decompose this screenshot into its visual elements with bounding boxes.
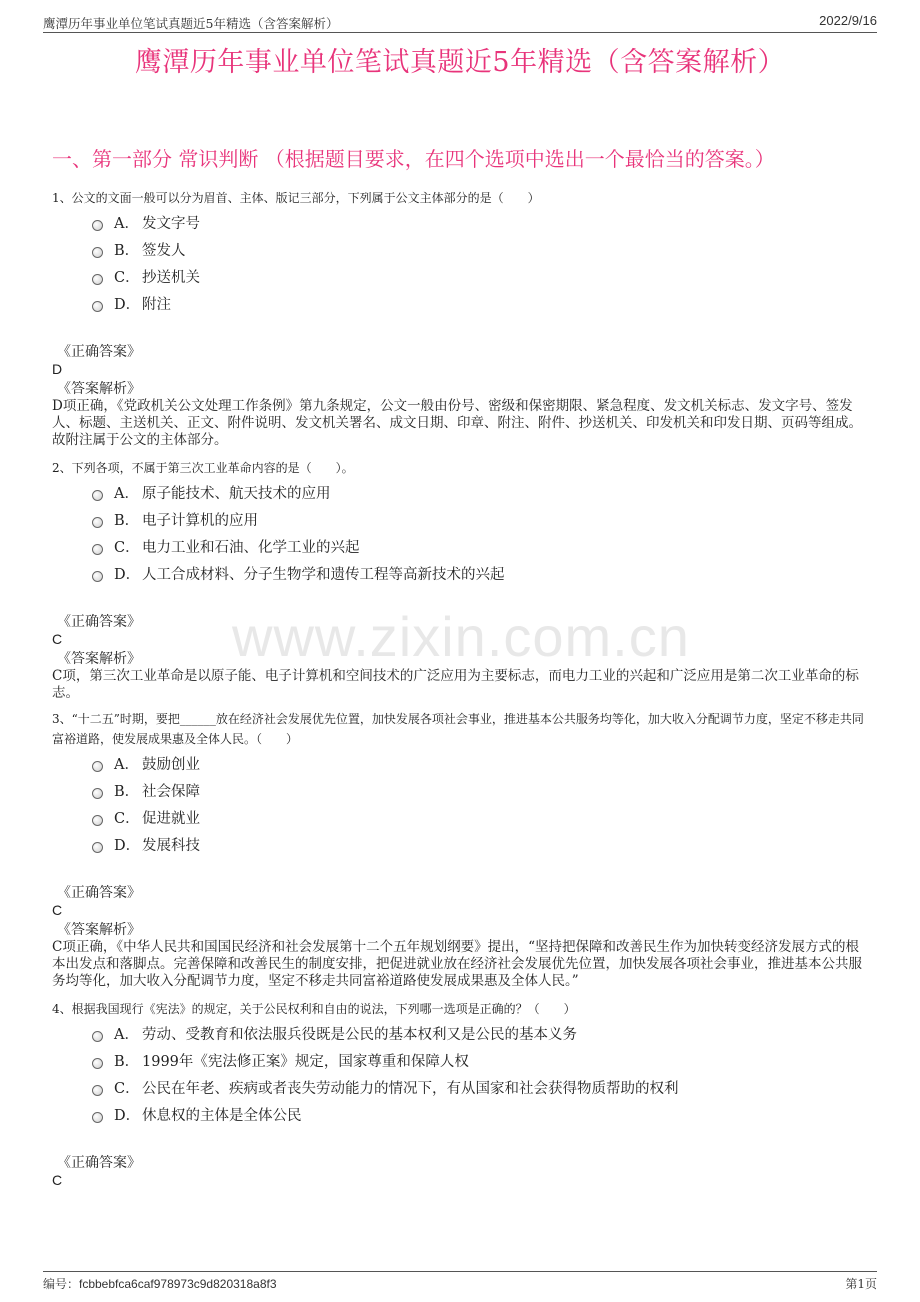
radio-icon[interactable] (92, 788, 103, 799)
radio-icon[interactable] (92, 1112, 103, 1123)
option-b[interactable] (52, 241, 872, 268)
answer-block (52, 344, 872, 449)
answer-value: C (52, 902, 63, 918)
option-key: D． (114, 567, 141, 583)
question-stem: 1、公文的文面一般可以分为眉首、主体、版记三部分，下列属于公文主体部分的是（ ） (52, 191, 540, 205)
option-key: A． (114, 216, 139, 232)
option-c[interactable] (52, 538, 872, 565)
option-key: D． (114, 297, 141, 313)
question-2 (52, 458, 872, 702)
answer-block (52, 885, 872, 990)
option-list (52, 1025, 872, 1133)
question-3 (52, 709, 872, 990)
option-a[interactable] (52, 484, 872, 511)
option-key: D． (114, 1108, 141, 1124)
answer-value: D (52, 361, 63, 377)
option-b[interactable] (52, 1052, 872, 1079)
option-c[interactable] (52, 1079, 872, 1106)
option-text: 发展科技 (142, 838, 200, 854)
radio-icon[interactable] (92, 1085, 103, 1096)
radio-icon[interactable] (92, 301, 103, 312)
option-key: B． (114, 1054, 140, 1070)
option-key: B． (114, 784, 140, 800)
option-key: C． (114, 270, 140, 286)
option-text: 抄送机关 (142, 270, 200, 286)
option-key: C． (114, 811, 140, 827)
option-a[interactable] (52, 1025, 872, 1052)
option-text: 休息权的主体是全体公民 (142, 1108, 302, 1124)
radio-icon[interactable] (92, 1058, 103, 1069)
radio-icon[interactable] (92, 571, 103, 582)
page-header (43, 12, 877, 33)
radio-icon[interactable] (92, 815, 103, 826)
option-text: 鼓励创业 (142, 757, 200, 773)
option-b[interactable] (52, 511, 872, 538)
radio-icon[interactable] (92, 220, 103, 231)
option-key: C． (114, 1081, 140, 1097)
question-stem: 4、根据我国现行《宪法》的规定，关于公民权利和自由的说法，下列哪一选项是正确的？（ ） (52, 1002, 576, 1016)
analysis-text: C项，第三次工业革命是以原子能、电子计算机和空间技术的广泛应用为主要标志，而电力工业的兴起和广泛应用是第二次工业革命的标志。 (52, 668, 859, 701)
option-text: 发文字号 (142, 216, 200, 232)
radio-icon[interactable] (92, 517, 103, 528)
answer-block (52, 1155, 872, 1189)
option-key: D． (114, 838, 141, 854)
watermark: www.zixin.com.cn (232, 605, 690, 668)
radio-icon[interactable] (92, 274, 103, 285)
header-doc-title: 鹰潭历年事业单位笔试真题近5年精选（含答案解析） (43, 16, 339, 31)
option-key: A． (114, 757, 139, 773)
option-list (52, 755, 872, 863)
option-d[interactable] (52, 565, 872, 592)
question-stem: 2、下列各项，不属于第三次工业革命内容的是（ ）。 (52, 461, 354, 475)
analysis-text: D项正确，《党政机关公文处理工作条例》第九条规定，公文一般由份号、密级和保密期限、紧急程度、发文机关标志、发文字号、签发人、标题、主送机关、正文、附件说明、发文机关署名、成文日期、印章、附注、附件、抄送机关、印发机关和印发日期、页码等组成。故附注属于公文的主体部分。 (52, 398, 862, 448)
option-text: 社会保障 (142, 784, 200, 800)
option-c[interactable] (52, 268, 872, 295)
option-text: 电子计算机的应用 (142, 513, 258, 529)
analysis-label: 《答案解析》 (57, 651, 141, 667)
answer-value: C (52, 1172, 63, 1188)
option-key: B． (114, 513, 140, 529)
option-text: 人工合成材料、分子生物学和遗传工程等高新技术的兴起 (142, 567, 505, 583)
option-d[interactable] (52, 836, 872, 863)
question-1 (52, 188, 872, 449)
option-c[interactable] (52, 809, 872, 836)
document-title: 鹰潭历年事业单位笔试真题近5年精选（含答案解析） (134, 47, 786, 78)
option-text: 原子能技术、航天技术的应用 (142, 486, 331, 502)
option-text: 1999年《宪法修正案》规定，国家尊重和保障人权 (142, 1054, 469, 1070)
option-key: B． (114, 243, 140, 259)
option-d[interactable] (52, 295, 872, 322)
option-a[interactable] (52, 755, 872, 782)
answer-label: 《正确答案》 (57, 1155, 141, 1171)
page-footer (43, 1271, 877, 1291)
footer-doc-id: 编号：fcbbebfca6caf978973c9d820318a8f3 (43, 1277, 277, 1291)
question-stem: 3、“十二五”时期，要把______放在经济社会发展优先位置，加快发展各项社会事业，推进基本公共服务均等化，加大收入分配调节力度，坚定不移走共同富裕道路，使发展成果惠及全体人民。（ ） (52, 712, 864, 746)
option-text: 劳动、受教育和依法服兵役既是公民的基本权利又是公民的基本义务 (142, 1027, 577, 1043)
option-key: A． (114, 1027, 139, 1043)
footer-page-number: 第1页 (845, 1277, 877, 1291)
answer-label: 《正确答案》 (57, 885, 141, 901)
analysis-label: 《答案解析》 (57, 381, 141, 397)
radio-icon[interactable] (92, 247, 103, 258)
option-list (52, 214, 872, 322)
question-4 (52, 999, 872, 1189)
option-text: 公民在年老、疾病或者丧失劳动能力的情况下，有从国家和社会获得物质帮助的权利 (142, 1081, 679, 1097)
option-list (52, 484, 872, 592)
option-a[interactable] (52, 214, 872, 241)
radio-icon[interactable] (92, 490, 103, 501)
radio-icon[interactable] (92, 761, 103, 772)
option-text: 签发人 (142, 243, 186, 259)
option-key: C． (114, 540, 140, 556)
answer-value: C (52, 631, 63, 647)
radio-icon[interactable] (92, 1031, 103, 1042)
header-date: 2022/9/16 (819, 13, 877, 28)
analysis-text: C项正确，《中华人民共和国国民经济和社会发展第十二个五年规划纲要》提出，“坚持把保障和改善民生作为加快转变经济发展方式的根本出发点和落脚点。完善保障和改善民生的制度安排，把促进就业放在经济社会发展优先位置，加快发展各项社会事业，推进基本公共服务均等化，加大收入分配调节力度，坚定不移走共同富裕道路使发展成果惠及全体人民。” (52, 939, 862, 989)
answer-label: 《正确答案》 (57, 614, 141, 630)
answer-block (52, 614, 872, 702)
option-text: 电力工业和石油、化学工业的兴起 (142, 540, 360, 556)
radio-icon[interactable] (92, 842, 103, 853)
option-key: A． (114, 486, 139, 502)
option-text: 附注 (142, 297, 171, 313)
analysis-label: 《答案解析》 (57, 922, 141, 938)
answer-label: 《正确答案》 (57, 344, 141, 360)
option-text: 促进就业 (142, 811, 200, 827)
radio-icon[interactable] (92, 544, 103, 555)
option-b[interactable] (52, 782, 872, 809)
section-heading: 一、第一部分 常识判断 （根据题目要求，在四个选项中选出一个最恰当的答案。） (52, 147, 775, 171)
option-d[interactable] (52, 1106, 872, 1133)
